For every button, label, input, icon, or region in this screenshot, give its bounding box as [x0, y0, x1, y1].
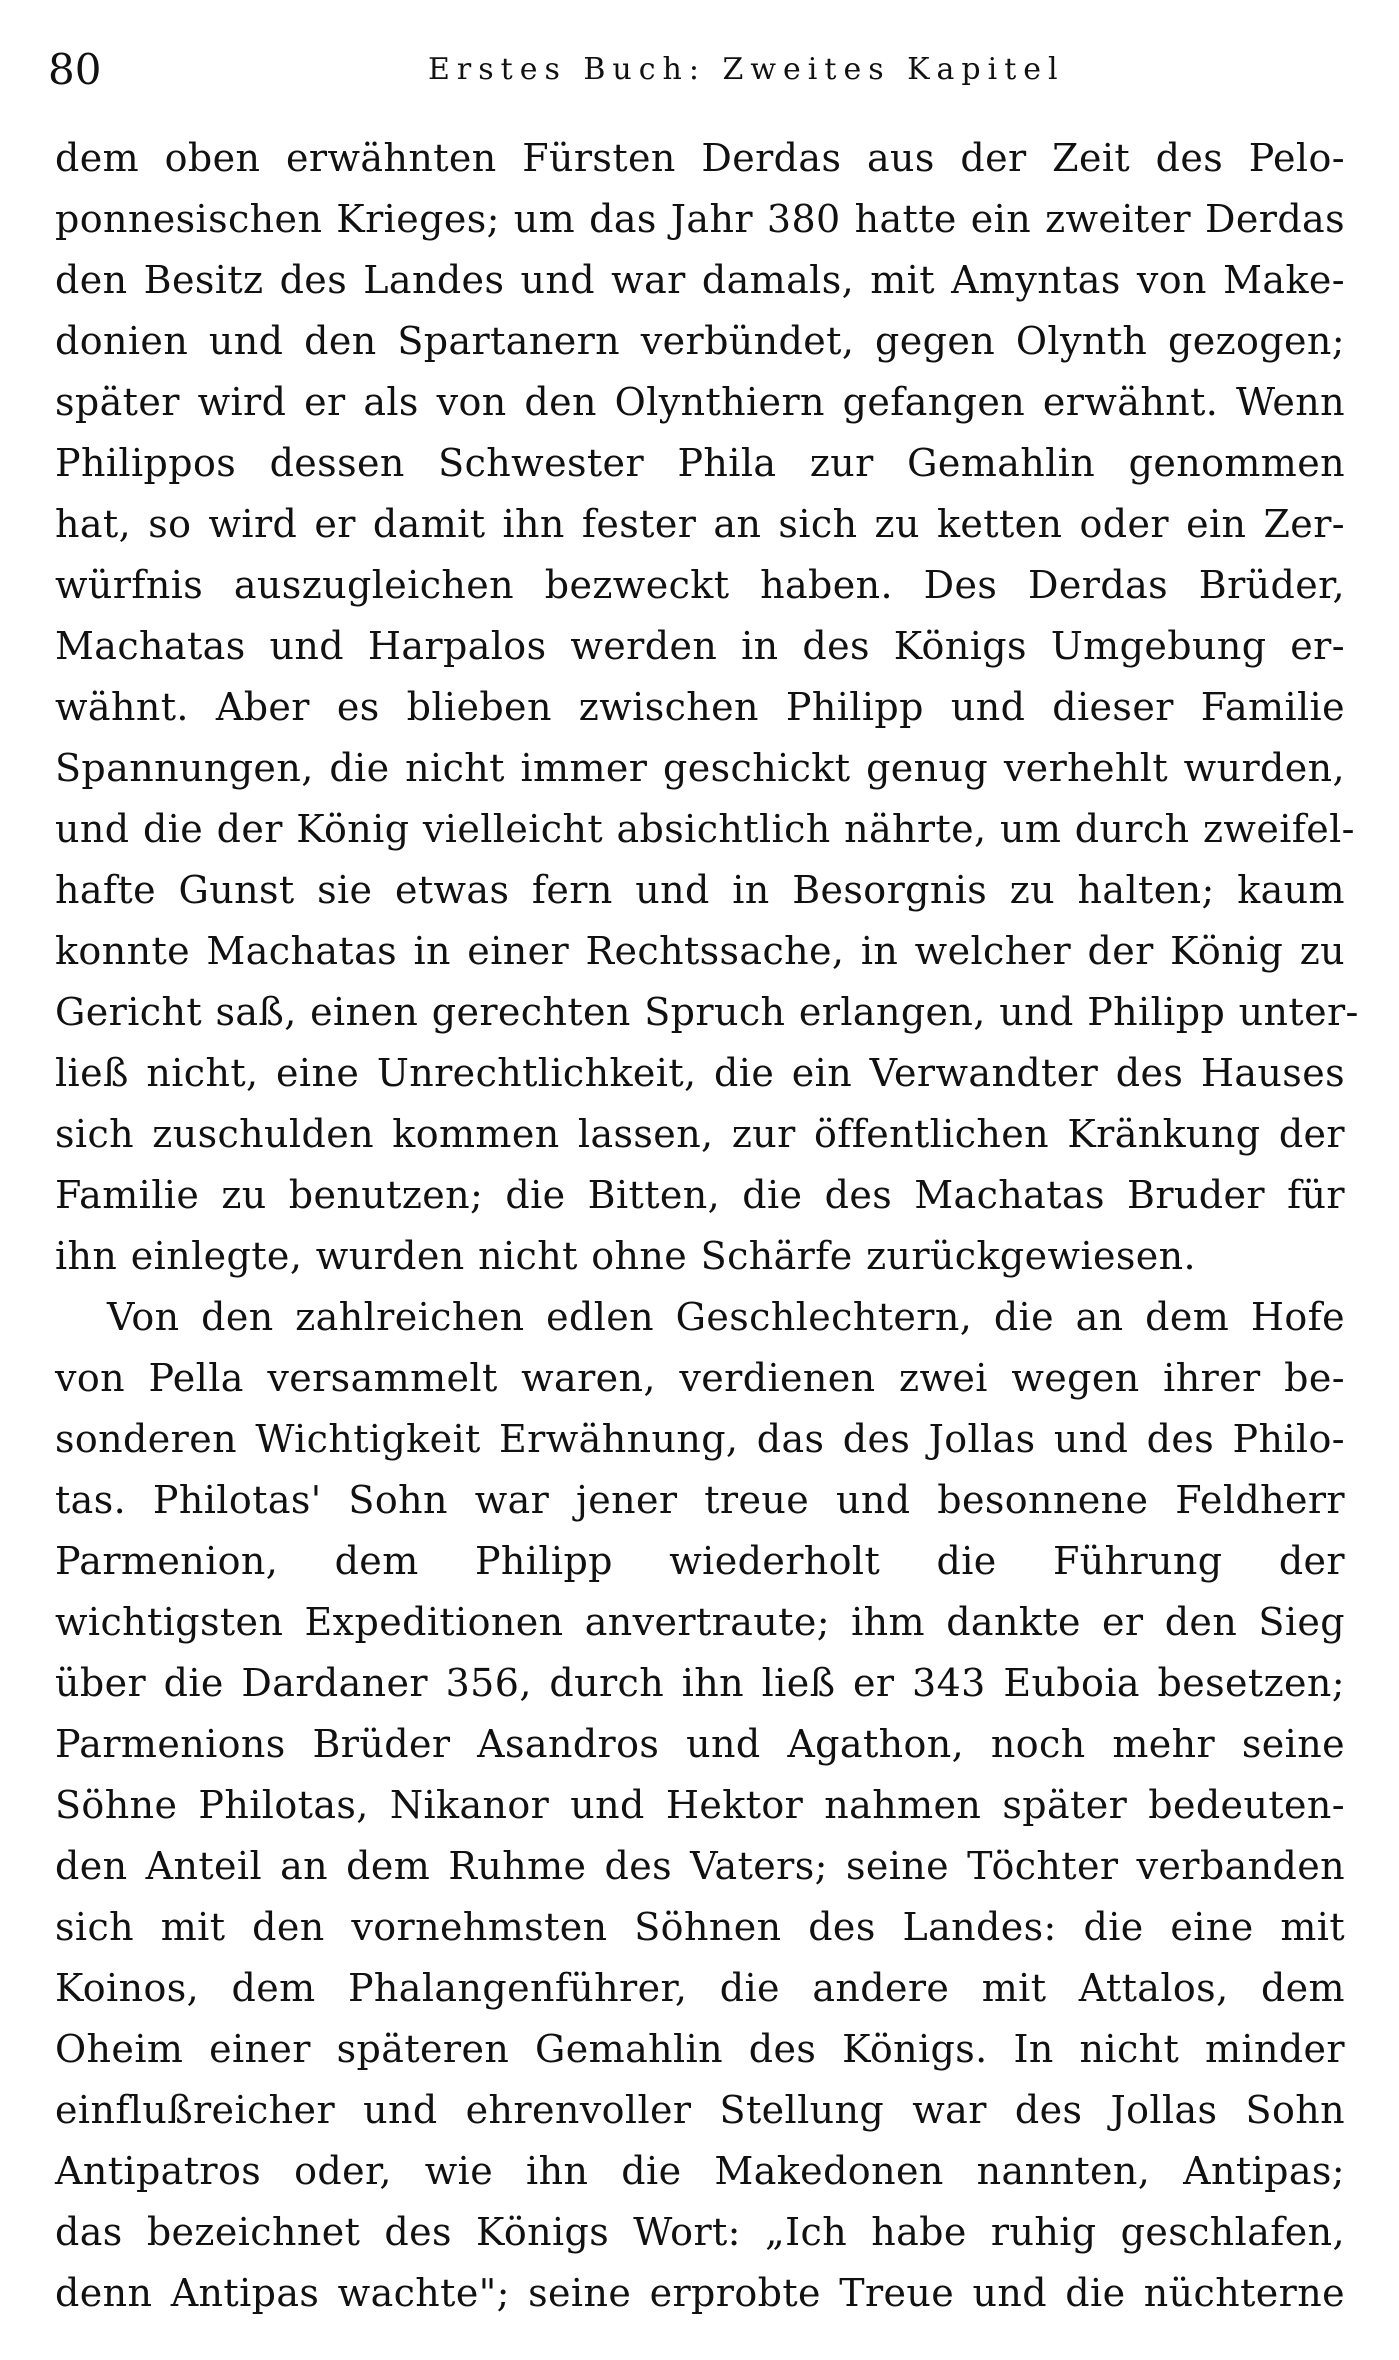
- text-line: von Pella versammelt waren, verdienen zwei wegen ihrer be-: [55, 1356, 1345, 1400]
- body-text: [55, 128, 1359, 2324]
- paragraph-2: [55, 1287, 1345, 2324]
- text-line: über die Dardaner 356, durch ihn ließ er 343 Euboia besetzen;: [55, 1661, 1345, 1705]
- text-line: Parmenion, dem Philipp wiederholt die Führung der: [55, 1539, 1345, 1583]
- text-line: wähnt. Aber es blieben zwischen Philipp und dieser Familie: [55, 685, 1345, 729]
- text-line: wichtigsten Expeditionen anvertraute; ihm dankte er den Sieg: [55, 1600, 1345, 1644]
- text-line: Philippos dessen Schwester Phila zur Gemahlin genommen: [55, 441, 1345, 485]
- text-line: Oheim einer späteren Gemahlin des Königs. In nicht minder: [55, 2027, 1345, 2071]
- text-line: das bezeichnet des Königs Wort: „Ich habe ruhig geschlafen,: [55, 2210, 1345, 2254]
- text-line: tas. Philotas' Sohn war jener treue und besonnene Feldherr: [55, 1478, 1345, 1522]
- text-line: den Besitz des Landes und war damals, mit Amyntas von Make-: [55, 258, 1345, 302]
- text-line: Söhne Philotas, Nikanor und Hektor nahmen später bedeuten-: [55, 1783, 1345, 1827]
- text-line: einflußreicher und ehrenvoller Stellung war des Jollas Sohn: [55, 2088, 1345, 2132]
- text-line: konnte Machatas in einer Rechtssache, in welcher der König zu: [55, 929, 1345, 973]
- text-line: sich mit den vornehmsten Söhnen des Landes: die eine mit: [55, 1905, 1345, 1949]
- text-line: Gericht saß, einen gerechten Spruch erlangen, und Philipp unter-: [55, 990, 1359, 1034]
- text-line: hat, so wird er damit ihn fester an sich zu ketten oder ein Zer-: [55, 502, 1345, 546]
- text-line: donien und den Spartanern verbündet, gegen Olynth gezogen;: [55, 319, 1345, 363]
- text-line: Parmenions Brüder Asandros und Agathon, noch mehr seine: [55, 1722, 1345, 1766]
- text-line: ponnesischen Krieges; um das Jahr 380 hatte ein zweiter Derdas: [55, 197, 1345, 241]
- text-line: würfnis auszugleichen bezweckt haben. Des Derdas Brüder,: [55, 563, 1345, 607]
- text-line: den Anteil an dem Ruhme des Vaters; seine Töchter verbanden: [55, 1844, 1345, 1888]
- text-line: ließ nicht, eine Unrechtlichkeit, die ein Verwandter des Hauses: [55, 1051, 1345, 1095]
- text-line: und die der König vielleicht absichtlich nährte, um durch zweifel-: [55, 807, 1355, 851]
- text-line: später wird er als von den Olynthiern gefangen erwähnt. Wenn: [55, 380, 1345, 424]
- text-line: denn Antipas wachte"; seine erprobte Treue und die nüchterne: [55, 2271, 1345, 2315]
- text-line: dem oben erwähnten Fürsten Derdas aus der Zeit des Pelo-: [55, 136, 1345, 180]
- text-line: Antipatros oder, wie ihn die Makedonen nannten, Antipas;: [55, 2149, 1345, 2193]
- page-header: [48, 40, 1348, 100]
- text-line: ihn einlegte, wurden nicht ohne Schärfe zurückgewiesen.: [55, 1234, 1197, 1278]
- text-line: sich zuschulden kommen lassen, zur öffentlichen Kränkung der: [55, 1112, 1345, 1156]
- text-line: Familie zu benutzen; die Bitten, die des Machatas Bruder für: [55, 1173, 1345, 1217]
- running-head: Erstes Buch: Zweites Kapitel: [428, 52, 1065, 87]
- text-line: sonderen Wichtigkeit Erwähnung, das des Jollas und des Philo-: [55, 1417, 1345, 1461]
- text-line: Machatas und Harpalos werden in des Königs Umgebung er-: [55, 624, 1345, 668]
- text-line: Koinos, dem Phalangenführer, die andere mit Attalos, dem: [55, 1966, 1345, 2010]
- paragraph-1: [55, 128, 1359, 1287]
- text-line: hafte Gunst sie etwas fern und in Besorgnis zu halten; kaum: [55, 868, 1345, 912]
- text-line: Von den zahlreichen edlen Geschlechtern, die an dem Hofe: [107, 1295, 1345, 1339]
- text-line: Spannungen, die nicht immer geschickt genug verhehlt wurden,: [55, 746, 1345, 790]
- page-number: 80: [48, 45, 102, 94]
